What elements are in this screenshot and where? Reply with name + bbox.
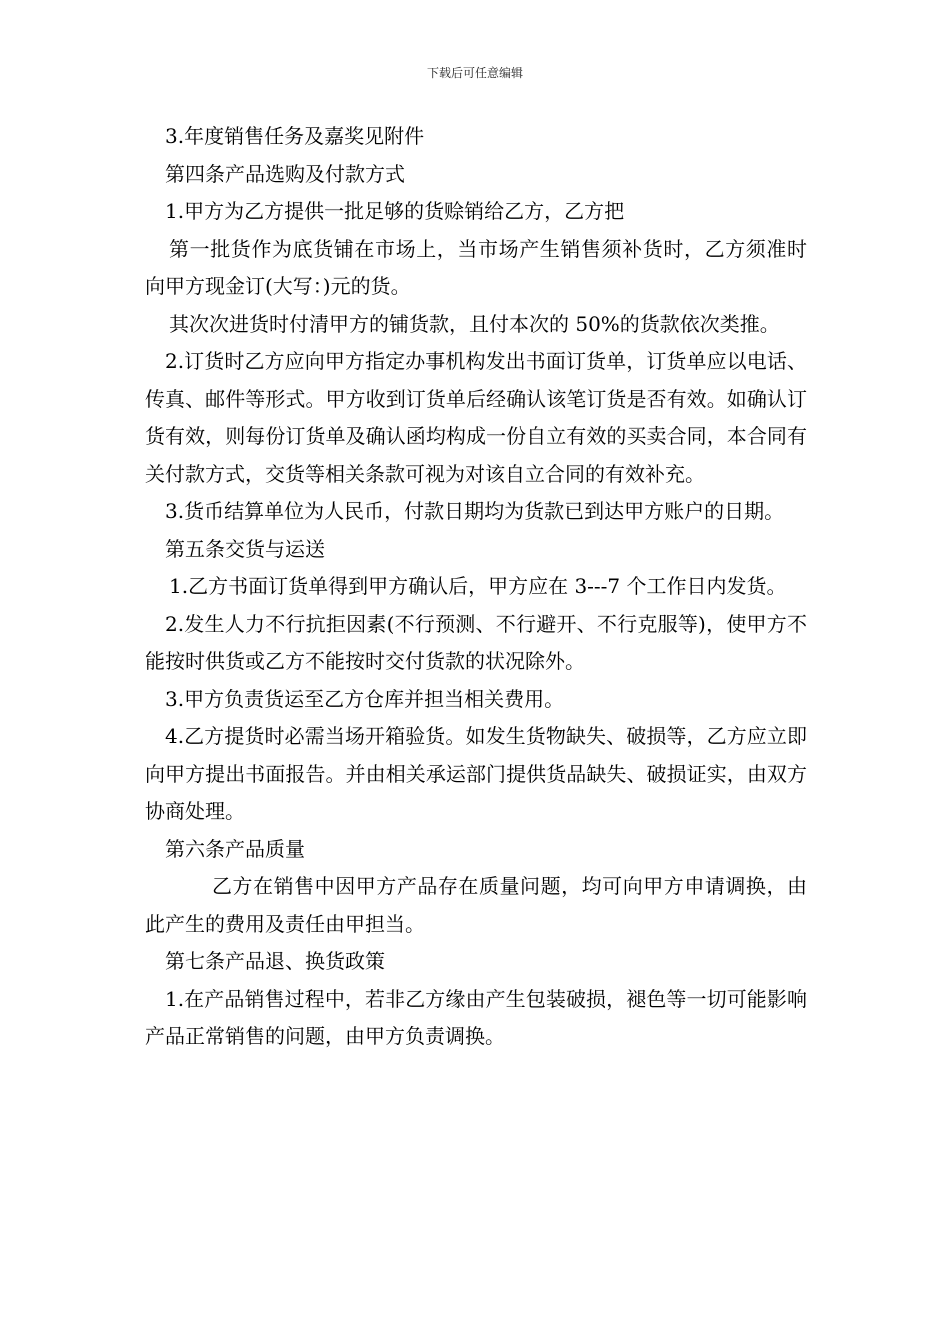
document-body — [145, 118, 807, 1056]
paragraph-4-2: 2.订货时乙方应向甲方指定办事机构发出书面订货单，订货单应以电话、传真、邮件等形式。甲方收到订货单后经确认该笔订货是否有效。如确认订货有效，则每份订货单及确认函均构成一份自立有效的买卖合同，本合同有关付款方式，交货等相关条款可视为对该自立合同的有效补充。 — [145, 349, 807, 486]
paragraph-5-1: 1.乙方书面订货单得到甲方确认后，甲方应在 3---7 个工作日内发货。 — [169, 574, 787, 598]
paragraph-second-order: 其次次进货时付清甲方的铺货款，且付本次的 50%的货款依次类推。 — [169, 311, 780, 336]
section-heading-article-5: 第五条交货与运送 — [165, 536, 325, 561]
section-heading-article-4: 第四条产品选购及付款方式 — [165, 161, 405, 186]
page-header-note: 下载后可任意编辑 — [426, 66, 523, 80]
paragraph-4-1: 1.甲方为乙方提供一批足够的货赊销给乙方，乙方把 — [165, 199, 625, 223]
paragraph-4-3: 3.货币结算单位为人民币，付款日期均为货款已到达甲方账户的日期。 — [165, 499, 785, 523]
paragraph-7-1: 1.在产品销售过程中，若非乙方缘由产生包装破损，褪色等一切可能影响产品正常销售的问题，由甲方负责调换。 — [145, 986, 807, 1048]
paragraph-annual-sales-task: 3.年度销售任务及嘉奖见附件 — [165, 124, 425, 148]
section-heading-article-6: 第六条产品质量 — [165, 836, 305, 861]
paragraph-5-3: 3.甲方负责货运至乙方仓库并担当相关费用。 — [165, 686, 565, 711]
paragraph-quality: 乙方在销售中因甲方产品存在质量问题，均可向甲方申请调换，由此产生的费用及责任由甲担当。 — [145, 874, 807, 936]
section-heading-article-7: 第七条产品退、换货政策 — [165, 949, 385, 973]
paragraph-5-2: 2.发生人力不行抗拒因素(不行预测、不行避开、不行克服等)，使甲方不能按时供货或乙方不能按时交付货款的状况除外。 — [145, 611, 807, 673]
paragraph-first-batch: 第一批货作为底货铺在市场上，当市场产生销售须补货时，乙方须准时向甲方现金订(大写：)元的货。 — [145, 236, 807, 298]
paragraph-5-4: 4.乙方提货时必需当场开箱验货。如发生货物缺失、破损等，乙方应立即向甲方提出书面报告。并由相关承运部门提供货品缺失、破损证实，由双方协商处理。 — [145, 724, 807, 823]
